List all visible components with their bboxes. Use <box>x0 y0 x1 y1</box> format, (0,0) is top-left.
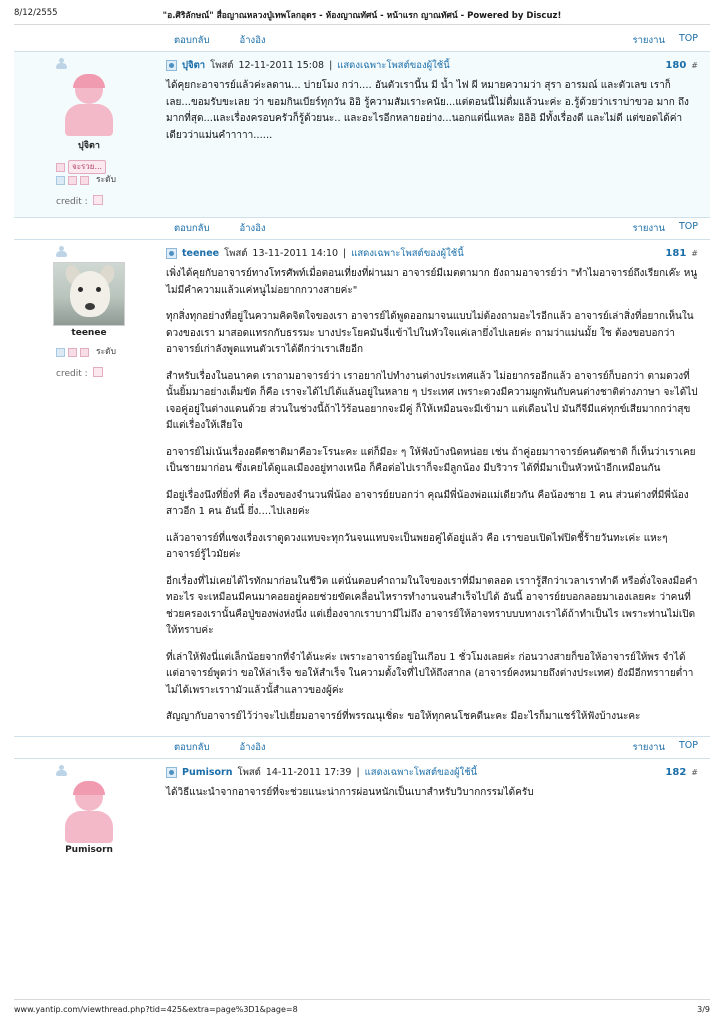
post-paragraph: ที่เล่าให้ฟังนี่แต่เล็กน้อยจากที่จำได้นะค่ะ เพราะอาจารย์อยู่ในเกือบ 1 ชั่วโมงเลยค่ะ ก่อนวางสายก็ขอให้อาจารย์ให้พร จำได้แต่อาจารย์พูดว่า ขอให้ล่าเร็จ ขอให้สำเร็จ ในความตั้งใจที่ไปให้ถึงสากล (อาจารย์คงหมายถึงต่างประเทศ) ยังมีอีกทราายต่ำาไม่ได้เพราะเราามัวแล้วนั้สำแลาวของผู้ค่ะ <box>166 651 694 696</box>
rating-icons-row[interactable] <box>56 174 156 187</box>
top-link[interactable]: TOP <box>678 221 698 233</box>
print-header <box>0 8 724 22</box>
post-author-column <box>14 240 160 736</box>
post-header <box>166 58 698 78</box>
post-paragraph: อีกเรื่องที่ไม่เคยได้ไรทักมาก่อนในชีวิต แต่นั่นตอบคำถามในใจของเราที่มีมาตลอด เราารู้สึกว่าเวลาเราทำดี หรือดั่งใจลงมือคำทอะไร จะเหมือนมีคนมาคอยอยู่คอยช่วยขัดเคลื่อนไหรารทำงานจนสำเร็จไปได้ อันนี้ อาจารย์ยบอกลอยมาเองเลยคะ ว่าคนที่ช่วยครองเรานั้นคือปู่ของพ่งห่งนึ่ง แต่เยื่องจากเราบาามีไม่ถึง อาจารย์ให้อาจทราบบบทางเราได้ถ้าทำเป็นไร เพราะท่านไม่เปิดให้ทราบค่ะ <box>166 575 698 637</box>
only-this-user-link[interactable]: แสดงเฉพาะโพสต์ของผู้ใช้นี้ <box>337 60 450 71</box>
post-paragraph: อาจารย์ไม่เน้นเรื่องอดีตชาติมาคือวะโรนะคะ แต่ก็มีอะ ๆ ให้ฟังบ้างนิดหน่อย เช่น ถ้าคู่อยมาาจารย์คนตัดชาติ ก็เห็นว่าเราเคยเป็นชายมาก่อน ซึ่งเคยได้ดูแลเมืองอยู่ทางเหนือ ก็คือต่อไปเราก็จะมีลูกน้อง มีบริวาร ได้ที่มีมาเป็นหัวหน้าอีกเหมือนกัน <box>166 446 696 475</box>
post-paragraph: ได้วิธีแนะนำจากอาจารย์ที่จะช่วยแนะน่าการผ่อนหนักเป็นเบาสำหรับวิบากกรรมได้ครับ <box>166 786 534 798</box>
post-header <box>166 765 698 785</box>
credit-badge-icon <box>93 367 103 377</box>
report-link[interactable]: รายงาน <box>632 223 665 235</box>
post-author-column <box>14 759 160 863</box>
post-author-column <box>14 52 160 217</box>
star-icon <box>56 163 65 172</box>
post-item <box>14 52 710 217</box>
heart-icon <box>80 176 89 185</box>
post-item <box>14 240 710 736</box>
rating-label: ระดับ <box>96 175 117 185</box>
report-link[interactable]: รายงาน <box>632 35 665 46</box>
reply-link[interactable]: ตอบกลับ <box>174 35 210 46</box>
rating-chip-label: จะรวย... <box>68 160 106 174</box>
post-body <box>166 266 698 726</box>
rating-block <box>22 346 156 381</box>
credit-row <box>56 195 156 210</box>
avatar[interactable] <box>22 74 156 152</box>
print-footer <box>0 1005 724 1014</box>
post-paragraph: มีอยู่เรื่องนึงที่ยิ่งที่ คือ เรื่องของจำนวนพี่น้อง อาจารย์ยบอกว่า คุณมีพี่น้องพ่อแม่เดียวกัน คือน้องชาย 1 คน ส่วนต่างที่มีพี่น้องสาวอีก 1 คน อันนี้ ยึ่ง....ไปเลยค่ะ <box>166 489 689 518</box>
post-body <box>166 78 698 144</box>
top-link[interactable]: TOP <box>678 33 698 44</box>
post-head-separator: | <box>343 248 347 260</box>
avatar[interactable] <box>22 262 156 338</box>
quote-link[interactable]: อ้างอิง <box>239 35 266 46</box>
post-toolbar <box>14 30 710 51</box>
post-item <box>14 759 710 863</box>
credit-label: credit : <box>56 369 88 379</box>
medal-icon <box>68 176 77 185</box>
post-content-column <box>160 759 710 863</box>
page-number: 3/9 <box>697 1005 710 1014</box>
report-link[interactable]: รายงาน <box>632 741 665 753</box>
post-author[interactable]: teenee <box>182 248 220 260</box>
post-posted-label: โพสต์ <box>210 60 234 71</box>
user-icon <box>56 58 68 70</box>
credit-badge-icon <box>93 195 103 205</box>
post-number: 182 <box>665 766 687 778</box>
avatar[interactable] <box>22 781 156 855</box>
thread-page <box>14 30 710 988</box>
only-this-user-link[interactable]: แสดงเฉพาะโพสต์ของผู้ใช้นี้ <box>364 766 478 778</box>
post-number: 180 <box>665 60 687 71</box>
post-head-separator: | <box>356 766 360 778</box>
post-author[interactable]: ปุจิตา <box>182 60 206 71</box>
reply-link[interactable]: ตอบกลับ <box>174 741 210 753</box>
avatar-name: Pumisorn <box>65 844 113 855</box>
post-toolbar <box>14 218 710 239</box>
post-paragraph: เพิ่งได้คุยกับอาจารย์ทางโทรศัพท์เมื่อตอนเที่ยงที่ผ่านมา อาจารย์มีเมตตามาก ยังถามอาจารย์ว่า "ทำไมอาจารย์ถึงเรียกเค๊ะ หนูไม่มีคำความแล้วแค่หนูไม่อยากกวางสายค่ะ" <box>166 268 698 296</box>
post-toolbar <box>14 737 710 758</box>
post-content-column <box>160 52 710 217</box>
user-icon <box>56 246 68 258</box>
post-posted-label: โพสต์ <box>224 248 248 260</box>
user-icon <box>56 765 68 777</box>
post-head-separator: | <box>329 60 333 71</box>
rating-label: ระดับ <box>96 347 117 358</box>
avatar-person-image <box>57 74 121 136</box>
rating-block <box>22 160 156 209</box>
footer-divider <box>14 999 710 1000</box>
post-info-icon <box>166 60 177 71</box>
avatar-dog-image <box>53 262 125 326</box>
post-info-icon <box>166 767 177 778</box>
post-paragraph: ได้คุยกะอาจารย์แล้วค่ะลดาน... บ่ายโมง กว่า.... อันตัวเรานี้น มี น้ำ ไฟ ผี หมายความว่า สุรา อารมณ์ และตัวเลข เราก็เลย...ขอมรับขะเลย ว่า ขอมกินเบียร์ทุกวัน อิอิ รู้ความสัมเราะคนัย...แต่ตอนนี้ไม่ดื่มแล้วนะค่ะ อ.รู้ด้วยว่าเราบ่าขวอ มาก ถึงมากที่สุด...และเรื่องครอบครัวก็รู้ด้วยนะ.. และอะไรอีกหลายอย่าง...นอกแต่นี่แหละ อิอิอิ มีทั้งเรื่องดี และไม่ดี แต่ขอดได้ค่าเดียวว่าแม่นคำาาาา...... <box>166 80 689 141</box>
post-anchor-link[interactable]: # <box>691 249 698 259</box>
post-body <box>166 785 698 802</box>
avatar-name: teenee <box>71 328 107 339</box>
top-link[interactable]: TOP <box>678 739 698 751</box>
source-url: www.yantip.com/viewthread.php?tid=425&extra=page%3D1&page=8 <box>14 1005 298 1014</box>
post-content-column <box>160 240 710 736</box>
post-number: 181 <box>665 248 687 260</box>
post-author[interactable]: Pumisorn <box>182 766 233 778</box>
post-paragraph: ทุกสิ่งทุกอย่างที่อยู่ในความคิดจิตใจของเรา อาจารย์ได้พูดออกมาจนแบบไม่ต้องถามอะไรอีกแล้ว อาจารย์เล่าสิ่งที่อยากเห็นในดวงของเรา มาสอดแทรกกับธรรมะ บางประโยคมันจี่แข้าไปในหัวใจแค่เลายึ่งไปเลยค่ะ ถามว่าแม่นมั้ย ใช ต้องขอบอกว่า อาจารย์เก่าลังพูดแทนตัวเราได้ดีกว่าเราเสียอีก <box>166 311 694 356</box>
post-anchor-link[interactable]: # <box>691 61 698 70</box>
home-icon <box>56 348 65 357</box>
home-icon <box>56 176 65 185</box>
post-paragraph: สัญญากับอาจารย์ไว้ว่าจะไปเยี่ยมอาจารย์ที่พรรณนุเชิ่ดะ ขอให้ทุกคนโชคดีนะคะ มีอะไรก็มาแชร์ให้ฟังบ้างนะคะ <box>166 711 641 723</box>
post-info-icon <box>166 248 177 259</box>
print-date: 8/12/2555 <box>14 8 58 18</box>
credit-row <box>56 367 156 382</box>
medal-icon <box>68 348 77 357</box>
rating-chip-row[interactable] <box>56 160 156 174</box>
post-posted-label: โพสต์ <box>237 766 261 778</box>
reply-link[interactable]: ตอบกลับ <box>174 223 210 235</box>
avatar-name: ปุจิตา <box>78 141 100 151</box>
only-this-user-link[interactable]: แสดงเฉพาะโพสต์ของผู้ใช้นี้ <box>351 248 464 260</box>
quote-link[interactable]: อ้างอิง <box>239 741 266 753</box>
post-anchor-link[interactable]: # <box>691 767 698 777</box>
post-timestamp: 14-11-2011 17:39 <box>265 766 352 778</box>
post-paragraph: แล้วอาจารย์ที่แซงเรื่องเราดูดวงแทบจะทุกวันจนแทบจะเป็นพยอคู่ได้อยู่แล้ว คือ เราขอบเปิดไฟปิดชี้ร้ายวันทะเค่ะ แหะๆ อาจารย์รู้ไวมัยค่ะ <box>166 532 668 561</box>
post-timestamp: 13-11-2011 14:10 <box>252 248 339 260</box>
header-divider <box>14 24 710 25</box>
heart-icon <box>80 348 89 357</box>
rating-icons-row[interactable] <box>56 346 156 359</box>
credit-label: credit : <box>56 196 88 207</box>
post-timestamp: 12-11-2011 15:08 <box>238 60 325 71</box>
avatar-person-image <box>57 781 121 843</box>
quote-link[interactable]: อ้างอิง <box>239 223 266 235</box>
post-header <box>166 246 698 266</box>
post-paragraph: สำหรับเรื่องในอนาคต เราถามอาจารย์ว่า เราอยากไปทำงานต่างประเทศแล้ว ไม่อยากรออีกแล้ว อาจารย์ก็บอกว่า ตามดวงที่นั้นยิ้มมาอย่างเต็มขัด ก็คือ เราจะได้ไปได้แล้นอยู่ในหลาย ๆ ประเทศ เพราะดวงมีความผูกพันกับคนต่างชาติต่างภาษา จะได้ไปเจอคู่อยู่ในต่างแดนด้วย ส่วนในช่วงนี้ถ้าไว้ร้อนอยากจะมีคู่ ก็ให้เหมือนจะมีเข้ามา แต่เดือนไป มันกีจีมีแค่ทุกข์เสียมากกว่าสุข มีแต่เรื่องให้เสียใจ <box>166 370 698 432</box>
page-title: "อ.ศิริลักษณ์" สื่อญาณหลวงปู่เทพโลกอุดร - ห้องญาณทัศน์ - หน้าแรก ญาณทัศน์ - Powered by Discuz! <box>162 11 562 21</box>
